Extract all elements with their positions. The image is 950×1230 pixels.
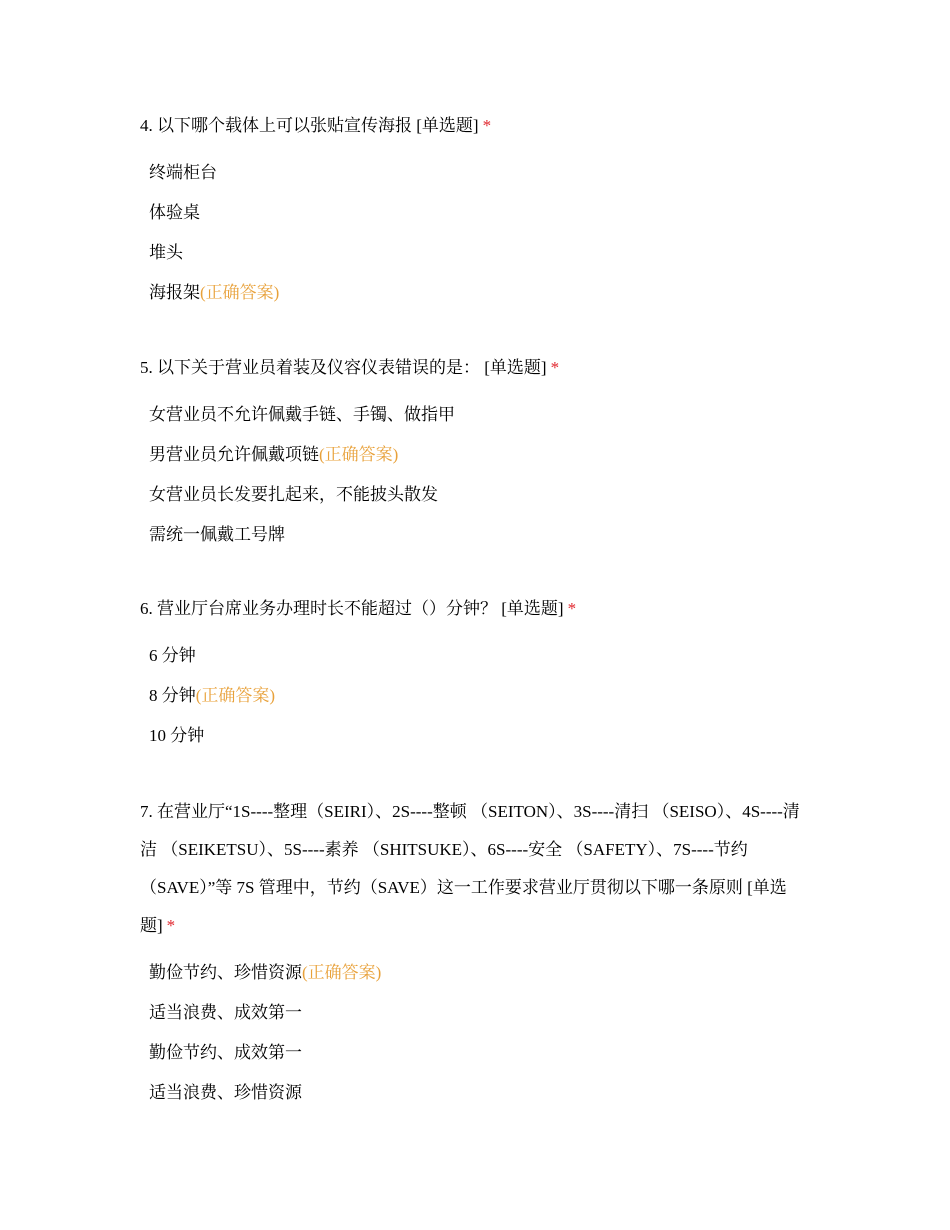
required-asterisk: * bbox=[567, 599, 577, 618]
option-label: 堆头 bbox=[149, 243, 183, 262]
option-item bbox=[149, 1033, 810, 1073]
option-item bbox=[149, 395, 810, 435]
option-item bbox=[149, 515, 810, 555]
question-title bbox=[140, 793, 810, 945]
question-6 bbox=[140, 590, 810, 756]
correct-answer-mark: (正确答案) bbox=[302, 963, 382, 982]
correct-answer-mark: (正确答案) bbox=[200, 283, 280, 302]
question-title bbox=[140, 349, 810, 387]
option-label: 男营业员允许佩戴项链 bbox=[149, 445, 319, 464]
option-item bbox=[149, 193, 810, 233]
option-item bbox=[149, 1073, 810, 1113]
option-label: 6 分钟 bbox=[149, 646, 196, 665]
required-asterisk: * bbox=[482, 116, 492, 135]
option-item bbox=[149, 153, 810, 193]
option-item bbox=[149, 475, 810, 515]
option-label: 需统一佩戴工号牌 bbox=[149, 525, 285, 544]
option-item-correct bbox=[149, 953, 810, 993]
option-item bbox=[149, 716, 810, 756]
required-asterisk: * bbox=[550, 358, 560, 377]
option-label: 10 分钟 bbox=[149, 726, 205, 745]
option-label: 勤俭节约、珍惜资源 bbox=[149, 963, 302, 982]
question-7 bbox=[140, 793, 810, 1113]
question-text: 6. 营业厅台席业务办理时长不能超过（）分钟？ [单选题] bbox=[140, 599, 564, 618]
option-label: 勤俭节约、成效第一 bbox=[149, 1043, 302, 1062]
option-item-correct bbox=[149, 435, 810, 475]
option-item-correct bbox=[149, 676, 810, 716]
question-4 bbox=[140, 107, 810, 313]
option-label: 女营业员不允许佩戴手链、手镯、做指甲 bbox=[149, 405, 455, 424]
option-label: 女营业员长发要扎起来，不能披头散发 bbox=[149, 485, 438, 504]
correct-answer-mark: (正确答案) bbox=[319, 445, 399, 464]
correct-answer-mark: (正确答案) bbox=[195, 686, 276, 705]
options-list bbox=[140, 636, 810, 756]
question-text: 5. 以下关于营业员着装及仪容仪表错误的是： [单选题] bbox=[140, 358, 547, 377]
options-list bbox=[140, 395, 810, 555]
option-label: 8 分钟 bbox=[149, 686, 196, 705]
question-title bbox=[140, 107, 810, 145]
option-label: 适当浪费、珍惜资源 bbox=[149, 1083, 302, 1102]
option-item-correct bbox=[149, 273, 810, 313]
question-text: 4. 以下哪个载体上可以张贴宣传海报 [单选题] bbox=[140, 116, 479, 135]
options-list bbox=[140, 953, 810, 1113]
option-label: 适当浪费、成效第一 bbox=[149, 1003, 302, 1022]
options-list bbox=[140, 153, 810, 313]
option-label: 体验桌 bbox=[149, 203, 200, 222]
option-item bbox=[149, 233, 810, 273]
option-item bbox=[149, 993, 810, 1033]
option-label: 终端柜台 bbox=[149, 163, 217, 182]
question-5 bbox=[140, 349, 810, 555]
question-title bbox=[140, 590, 810, 628]
question-text: 7. 在营业厅“1S----整理（SEIRI）、2S----整顿 （SEITON）、3S----清扫 （SEISO）、4S----清洁 （SEIKETSU）、5S----素养 （SHITSUKE）、6S----安全 （SAFETY）、7S----节约（SAVE）”等 7S 管理中，节约（SAVE）这一工作要求营业厅贯彻以下哪一条原则 [单选题] bbox=[140, 802, 800, 935]
option-item bbox=[149, 636, 810, 676]
required-asterisk: * bbox=[166, 916, 176, 935]
option-label: 海报架 bbox=[149, 283, 200, 302]
